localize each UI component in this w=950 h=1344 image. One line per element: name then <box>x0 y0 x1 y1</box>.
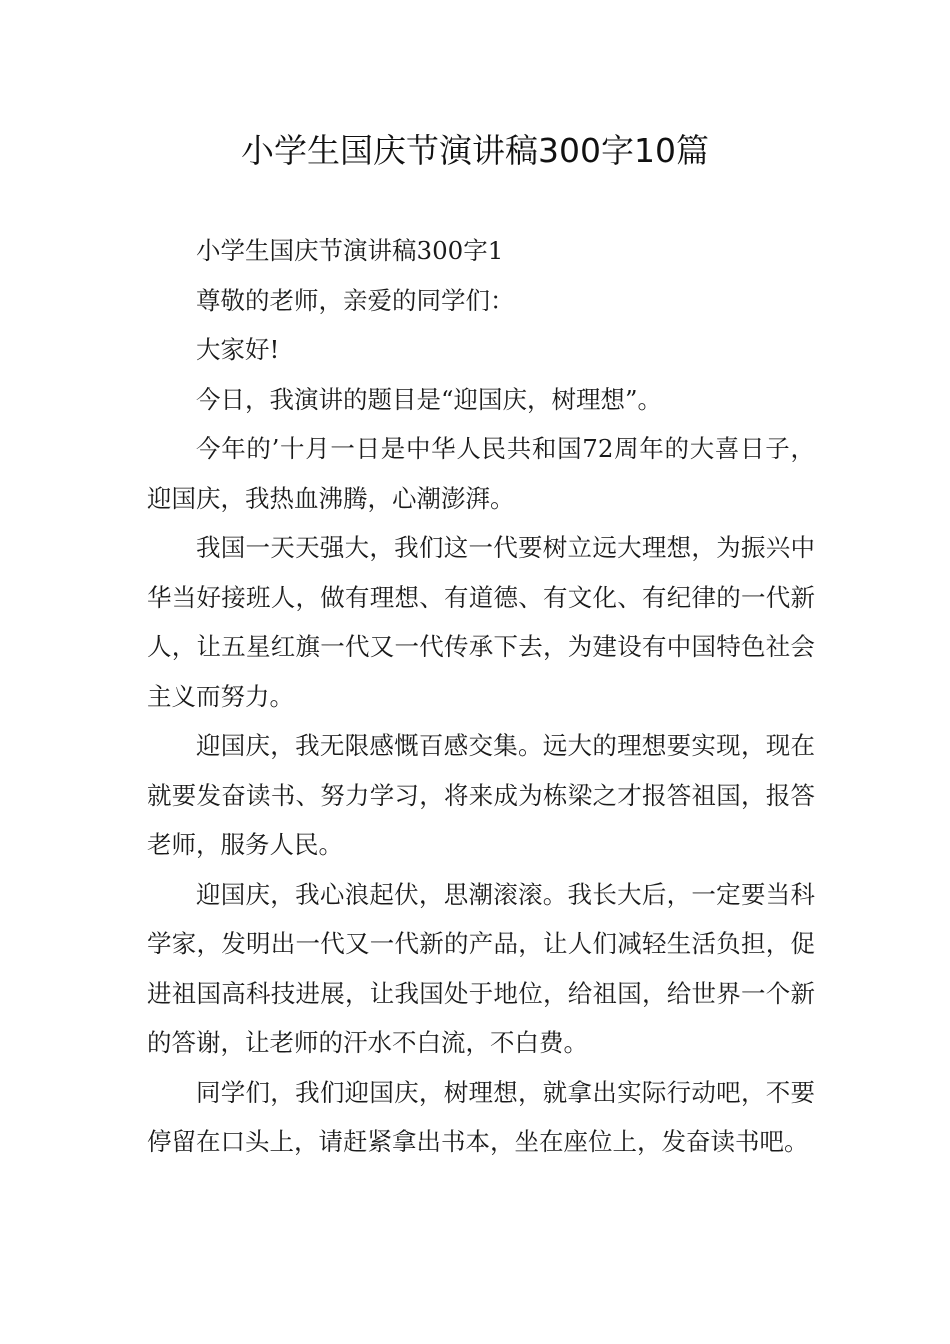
paragraph-greeting: 大家好! <box>196 335 280 364</box>
paragraph: 迎国庆，我无限感慨百感交集。远大的理想要实现，现在就要发奋读书、努力学习，将来成为栋梁之才报答祖国，报答老师，服务人民。 <box>147 731 815 859</box>
paragraph-salutation: 尊敬的老师，亲爱的同学们： <box>196 285 515 315</box>
paragraph: 迎国庆，我心浪起伏，思潮滚滚。我长大后，一定要当科学家，发明出一代又一代新的产品，让人们减轻生活负担，促进祖国高科技进展，让我国处于地位，给祖国，给世界一个新的答谢，让老师的汗水不白流，不白费。 <box>147 879 815 1057</box>
paragraph: 今日，我演讲的题目是“迎国庆，树理想”。 <box>196 384 663 414</box>
paragraph: 今年的’十月一日是中华人民共和国72周年的大喜日子，迎国庆，我热血沸腾，心潮澎湃。 <box>147 434 815 513</box>
paragraph-heading: 小学生国庆节演讲稿300字1 <box>196 236 504 265</box>
paragraph: 同学们，我们迎国庆，树理想，就拿出实际行动吧，不要停留在口头上，请赶紧拿出书本，坐在座位上，发奋读书吧。 <box>147 1077 815 1156</box>
paragraph: 我国一天天强大，我们这一代要树立远大理想，为振兴中华当好接班人，做有理想、有道德、有文化、有纪律的一代新人，让五星红旗一代又一代传承下去，为建设有中国特色社会主义而努力。 <box>147 533 815 711</box>
document-body <box>147 226 815 1167</box>
document-title: 小学生国庆节演讲稿300字10篇 <box>241 131 709 170</box>
